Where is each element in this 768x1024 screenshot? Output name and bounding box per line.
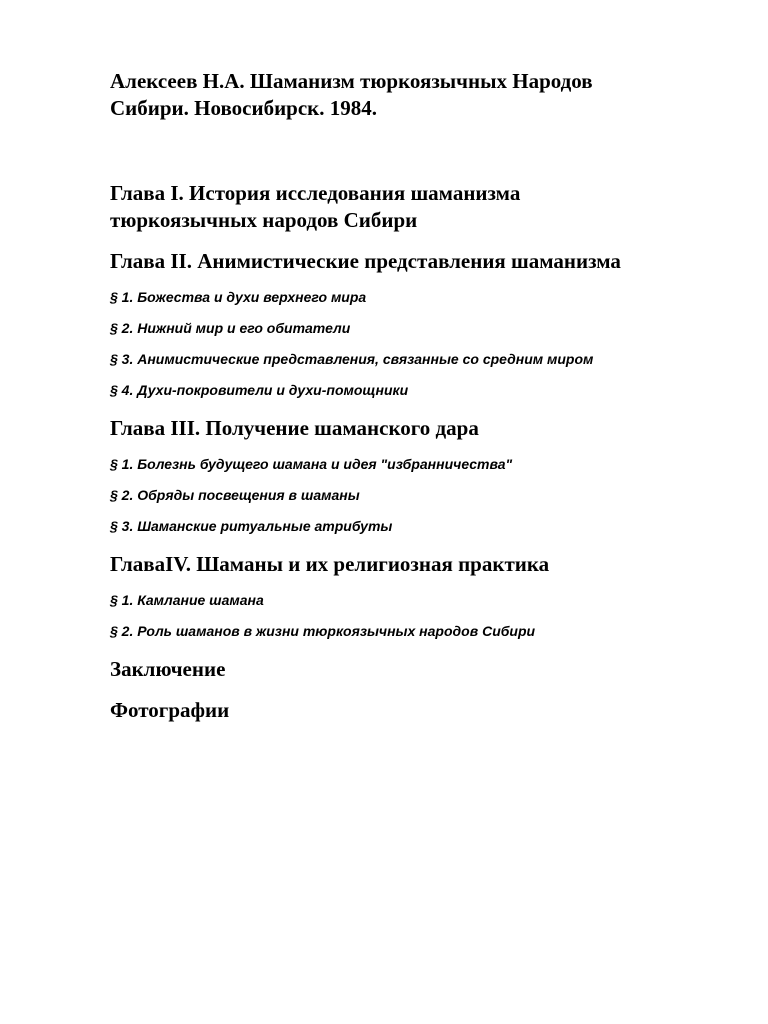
section-entry-line: § 2. Нижний мир и его обитатели: [110, 320, 351, 336]
chapter-heading-line: Фотографии: [110, 698, 230, 722]
section-entry: [110, 319, 750, 337]
chapter-heading: [110, 551, 750, 578]
chapter-heading-line: Глава II. Анимистические представления шаманизма: [110, 249, 621, 273]
section-entry: [110, 381, 750, 399]
chapter-heading: [110, 656, 750, 683]
section-entry: [110, 455, 750, 473]
chapter-heading-line: Глава I. История исследования шаманизма: [110, 181, 521, 205]
section-entry: [110, 591, 750, 609]
chapter-heading: [110, 697, 750, 724]
section-entry: [110, 517, 750, 535]
chapter-heading: [110, 180, 750, 234]
section-entry-line: § 2. Роль шаманов в жизни тюркоязычных народов Сибири: [110, 623, 536, 639]
section-entry-line: § 4. Духи-покровители и духи-помощники: [110, 382, 409, 398]
section-entry-line: § 1. Камлание шамана: [110, 592, 264, 608]
chapter-heading: [110, 415, 750, 442]
table-of-contents: [110, 180, 750, 724]
section-entry-line: § 2. Обряды посвещения в шаманы: [110, 487, 360, 503]
reference-line: Сибири. Новосибирск. 1984.: [110, 96, 378, 120]
chapter-heading: [110, 248, 750, 275]
section-entry: [110, 288, 750, 306]
section-entry-line: § 1. Болезнь будущего шамана и идея "избранничества": [110, 456, 513, 472]
chapter-heading-line: тюркоязычных народов Сибири: [110, 208, 418, 232]
section-entry-line: § 1. Божества и духи верхнего мира: [110, 289, 367, 305]
section-entry: [110, 486, 750, 504]
reference-line: Алексеев Н.А. Шаманизм тюркоязычных Народов: [110, 69, 593, 93]
bibliographic-reference: [110, 68, 730, 122]
section-entry: [110, 350, 750, 368]
section-entry: [110, 622, 750, 640]
chapter-heading-line: Глава III. Получение шаманского дара: [110, 416, 479, 440]
section-entry-line: § 3. Шаманские ритуальные атрибуты: [110, 518, 393, 534]
chapter-heading-line: ГлаваIV. Шаманы и их религиозная практика: [110, 552, 550, 576]
chapter-heading-line: Заключение: [110, 657, 226, 681]
section-entry-line: § 3. Анимистические представления, связанные со средним миром: [110, 351, 594, 367]
